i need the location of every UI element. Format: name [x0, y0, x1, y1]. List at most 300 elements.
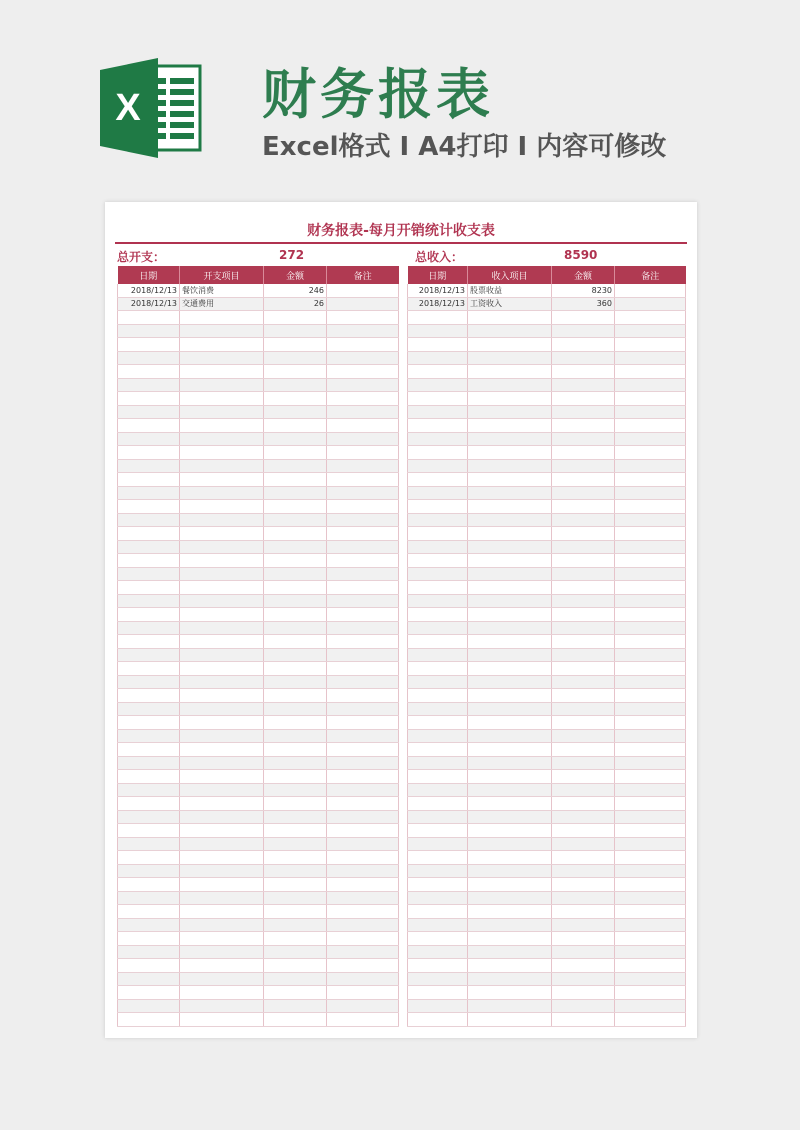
cell-date[interactable]	[118, 581, 180, 595]
cell-item[interactable]	[180, 419, 264, 433]
cell-date[interactable]	[408, 594, 468, 608]
cell-note[interactable]	[327, 338, 399, 352]
cell-item[interactable]	[180, 999, 264, 1013]
cell-date[interactable]	[118, 567, 180, 581]
cell-item[interactable]	[468, 810, 552, 824]
cell-item[interactable]	[180, 378, 264, 392]
cell-note[interactable]	[327, 918, 399, 932]
cell-item[interactable]	[468, 729, 552, 743]
cell-note[interactable]	[327, 446, 399, 460]
cell-date[interactable]	[118, 621, 180, 635]
cell-amount[interactable]	[264, 743, 327, 757]
cell-amount[interactable]	[552, 324, 615, 338]
cell-amount[interactable]	[264, 419, 327, 433]
cell-amount[interactable]	[552, 662, 615, 676]
cell-item[interactable]	[468, 797, 552, 811]
cell-date[interactable]	[118, 675, 180, 689]
cell-date[interactable]	[118, 999, 180, 1013]
cell-item[interactable]	[180, 675, 264, 689]
cell-date[interactable]	[118, 608, 180, 622]
cell-amount[interactable]	[264, 689, 327, 703]
cell-item[interactable]	[468, 878, 552, 892]
cell-date[interactable]	[118, 513, 180, 527]
cell-amount[interactable]	[552, 311, 615, 325]
cell-item[interactable]	[468, 486, 552, 500]
cell-amount[interactable]	[552, 432, 615, 446]
cell-date[interactable]	[118, 932, 180, 946]
cell-date[interactable]	[118, 432, 180, 446]
cell-amount[interactable]	[552, 999, 615, 1013]
cell-date[interactable]	[408, 945, 468, 959]
cell-amount[interactable]	[552, 729, 615, 743]
cell-date[interactable]	[118, 419, 180, 433]
cell-item[interactable]	[180, 351, 264, 365]
cell-date[interactable]	[118, 702, 180, 716]
cell-item[interactable]	[180, 432, 264, 446]
cell-date[interactable]	[408, 581, 468, 595]
cell-date[interactable]	[408, 527, 468, 541]
cell-item[interactable]	[180, 716, 264, 730]
cell-item[interactable]	[468, 770, 552, 784]
cell-amount[interactable]	[264, 837, 327, 851]
cell-item[interactable]	[468, 324, 552, 338]
cell-amount[interactable]	[552, 567, 615, 581]
cell-item[interactable]	[180, 797, 264, 811]
cell-amount[interactable]	[264, 392, 327, 406]
cell-amount[interactable]	[552, 554, 615, 568]
cell-note[interactable]	[615, 500, 686, 514]
cell-item[interactable]	[468, 594, 552, 608]
cell-amount[interactable]	[264, 662, 327, 676]
cell-amount[interactable]	[264, 810, 327, 824]
cell-date[interactable]	[408, 513, 468, 527]
cell-note[interactable]	[327, 324, 399, 338]
cell-date[interactable]	[118, 324, 180, 338]
cell-amount[interactable]	[552, 864, 615, 878]
cell-amount[interactable]	[552, 932, 615, 946]
cell-date[interactable]	[118, 662, 180, 676]
cell-date[interactable]	[408, 702, 468, 716]
cell-amount[interactable]	[552, 945, 615, 959]
cell-note[interactable]	[615, 405, 686, 419]
cell-item[interactable]	[180, 702, 264, 716]
cell-item[interactable]	[468, 527, 552, 541]
cell-note[interactable]	[327, 581, 399, 595]
cell-amount[interactable]	[264, 513, 327, 527]
cell-amount[interactable]	[552, 837, 615, 851]
cell-note[interactable]	[615, 473, 686, 487]
cell-item[interactable]	[180, 972, 264, 986]
cell-item[interactable]	[468, 689, 552, 703]
cell-item[interactable]	[180, 338, 264, 352]
cell-note[interactable]	[615, 675, 686, 689]
cell-date[interactable]	[408, 459, 468, 473]
cell-note[interactable]	[615, 311, 686, 325]
cell-item[interactable]: 餐饮消费	[180, 284, 264, 297]
cell-item[interactable]	[468, 972, 552, 986]
cell-note[interactable]	[615, 284, 686, 297]
cell-date[interactable]	[118, 959, 180, 973]
cell-note[interactable]	[327, 621, 399, 635]
cell-amount[interactable]	[552, 891, 615, 905]
cell-date[interactable]	[408, 689, 468, 703]
cell-note[interactable]	[615, 837, 686, 851]
cell-item[interactable]	[180, 918, 264, 932]
cell-date[interactable]	[408, 851, 468, 865]
cell-date[interactable]	[118, 878, 180, 892]
cell-item[interactable]	[180, 567, 264, 581]
cell-date[interactable]	[408, 959, 468, 973]
cell-note[interactable]	[615, 378, 686, 392]
cell-item[interactable]	[468, 675, 552, 689]
cell-note[interactable]	[327, 419, 399, 433]
cell-note[interactable]	[327, 837, 399, 851]
cell-note[interactable]	[327, 945, 399, 959]
cell-note[interactable]	[615, 797, 686, 811]
cell-date[interactable]	[408, 918, 468, 932]
cell-date[interactable]	[408, 878, 468, 892]
cell-amount[interactable]	[264, 905, 327, 919]
cell-date[interactable]	[118, 837, 180, 851]
cell-amount[interactable]	[264, 324, 327, 338]
cell-amount[interactable]	[264, 635, 327, 649]
cell-note[interactable]	[615, 486, 686, 500]
cell-amount[interactable]	[552, 675, 615, 689]
cell-note[interactable]	[615, 756, 686, 770]
cell-date[interactable]	[408, 608, 468, 622]
cell-note[interactable]	[615, 540, 686, 554]
cell-note[interactable]	[615, 986, 686, 1000]
cell-item[interactable]	[180, 945, 264, 959]
cell-note[interactable]	[615, 621, 686, 635]
cell-date[interactable]	[118, 729, 180, 743]
cell-note[interactable]	[615, 689, 686, 703]
cell-item[interactable]	[468, 378, 552, 392]
cell-amount[interactable]	[264, 797, 327, 811]
cell-amount[interactable]	[552, 540, 615, 554]
cell-item[interactable]	[468, 338, 552, 352]
cell-amount[interactable]	[264, 432, 327, 446]
cell-amount[interactable]	[264, 405, 327, 419]
cell-item[interactable]	[468, 554, 552, 568]
cell-date[interactable]	[408, 324, 468, 338]
cell-item[interactable]	[180, 608, 264, 622]
cell-date[interactable]	[408, 770, 468, 784]
cell-note[interactable]	[615, 446, 686, 460]
cell-date[interactable]	[408, 824, 468, 838]
cell-item[interactable]	[468, 311, 552, 325]
cell-date[interactable]	[118, 918, 180, 932]
cell-item[interactable]	[180, 392, 264, 406]
cell-item[interactable]	[468, 446, 552, 460]
cell-date[interactable]	[408, 392, 468, 406]
cell-note[interactable]	[615, 702, 686, 716]
cell-item[interactable]	[180, 891, 264, 905]
cell-note[interactable]	[327, 473, 399, 487]
cell-note[interactable]	[615, 918, 686, 932]
cell-date[interactable]	[408, 365, 468, 379]
cell-item[interactable]	[468, 351, 552, 365]
cell-amount[interactable]	[264, 594, 327, 608]
cell-note[interactable]	[615, 459, 686, 473]
cell-item[interactable]	[180, 1013, 264, 1027]
cell-amount[interactable]	[264, 311, 327, 325]
cell-note[interactable]	[615, 662, 686, 676]
cell-note[interactable]	[615, 905, 686, 919]
cell-date[interactable]	[408, 621, 468, 635]
cell-amount[interactable]	[264, 378, 327, 392]
cell-amount[interactable]	[264, 648, 327, 662]
cell-item[interactable]	[180, 837, 264, 851]
cell-note[interactable]	[615, 567, 686, 581]
cell-amount[interactable]	[552, 918, 615, 932]
cell-item[interactable]	[468, 405, 552, 419]
cell-note[interactable]	[327, 783, 399, 797]
cell-date[interactable]	[118, 635, 180, 649]
cell-amount[interactable]	[264, 446, 327, 460]
cell-amount[interactable]	[264, 770, 327, 784]
cell-item[interactable]	[468, 783, 552, 797]
cell-date[interactable]	[118, 689, 180, 703]
cell-amount[interactable]	[264, 608, 327, 622]
cell-amount[interactable]	[264, 338, 327, 352]
cell-item[interactable]	[180, 729, 264, 743]
cell-date[interactable]	[408, 729, 468, 743]
cell-note[interactable]	[327, 527, 399, 541]
cell-amount[interactable]	[264, 500, 327, 514]
cell-amount[interactable]	[264, 756, 327, 770]
cell-note[interactable]	[615, 783, 686, 797]
cell-item[interactable]: 股票收益	[468, 284, 552, 297]
cell-note[interactable]	[327, 729, 399, 743]
cell-note[interactable]	[615, 608, 686, 622]
cell-date[interactable]	[408, 716, 468, 730]
cell-note[interactable]	[327, 756, 399, 770]
cell-item[interactable]	[180, 446, 264, 460]
cell-note[interactable]	[327, 540, 399, 554]
cell-date[interactable]	[118, 486, 180, 500]
cell-item[interactable]	[180, 689, 264, 703]
cell-date[interactable]	[408, 554, 468, 568]
cell-amount[interactable]	[552, 716, 615, 730]
cell-date[interactable]	[118, 945, 180, 959]
cell-item[interactable]	[468, 662, 552, 676]
cell-amount[interactable]	[552, 338, 615, 352]
cell-item[interactable]	[468, 932, 552, 946]
cell-item[interactable]	[468, 824, 552, 838]
cell-item[interactable]	[180, 540, 264, 554]
cell-date[interactable]	[118, 392, 180, 406]
cell-date[interactable]	[408, 635, 468, 649]
cell-amount[interactable]	[552, 959, 615, 973]
cell-note[interactable]	[327, 716, 399, 730]
cell-note[interactable]	[327, 284, 399, 297]
cell-note[interactable]	[327, 689, 399, 703]
cell-date[interactable]	[118, 905, 180, 919]
cell-amount[interactable]	[264, 959, 327, 973]
cell-date[interactable]	[118, 810, 180, 824]
cell-note[interactable]	[327, 635, 399, 649]
cell-note[interactable]	[615, 324, 686, 338]
cell-date[interactable]	[118, 446, 180, 460]
cell-date[interactable]	[408, 1013, 468, 1027]
cell-item[interactable]	[468, 432, 552, 446]
cell-note[interactable]	[615, 716, 686, 730]
cell-amount[interactable]	[264, 554, 327, 568]
cell-item[interactable]	[180, 662, 264, 676]
cell-amount[interactable]	[264, 783, 327, 797]
cell-amount[interactable]	[552, 392, 615, 406]
cell-item[interactable]	[180, 581, 264, 595]
cell-amount[interactable]	[264, 986, 327, 1000]
cell-item[interactable]	[180, 459, 264, 473]
cell-note[interactable]	[327, 1013, 399, 1027]
cell-item[interactable]	[180, 324, 264, 338]
cell-note[interactable]	[615, 513, 686, 527]
cell-date[interactable]	[408, 891, 468, 905]
cell-note[interactable]	[615, 959, 686, 973]
cell-note[interactable]	[327, 648, 399, 662]
cell-item[interactable]	[468, 918, 552, 932]
cell-date[interactable]	[118, 338, 180, 352]
cell-amount[interactable]	[552, 581, 615, 595]
cell-date[interactable]	[118, 716, 180, 730]
cell-amount[interactable]	[552, 486, 615, 500]
cell-date[interactable]	[408, 419, 468, 433]
cell-amount[interactable]	[264, 932, 327, 946]
cell-note[interactable]	[327, 405, 399, 419]
cell-amount[interactable]	[264, 675, 327, 689]
cell-amount[interactable]	[552, 459, 615, 473]
cell-item[interactable]	[180, 770, 264, 784]
cell-note[interactable]	[327, 743, 399, 757]
cell-item[interactable]	[180, 783, 264, 797]
cell-item[interactable]	[180, 824, 264, 838]
cell-amount[interactable]	[264, 621, 327, 635]
cell-note[interactable]	[615, 770, 686, 784]
cell-note[interactable]	[327, 797, 399, 811]
cell-amount[interactable]: 360	[552, 297, 615, 311]
cell-note[interactable]	[327, 392, 399, 406]
cell-amount[interactable]	[552, 594, 615, 608]
cell-date[interactable]	[408, 486, 468, 500]
cell-note[interactable]	[327, 810, 399, 824]
cell-date[interactable]	[408, 675, 468, 689]
cell-note[interactable]	[327, 567, 399, 581]
cell-note[interactable]	[615, 743, 686, 757]
cell-amount[interactable]	[264, 999, 327, 1013]
cell-note[interactable]	[327, 932, 399, 946]
cell-amount[interactable]	[264, 864, 327, 878]
cell-amount[interactable]	[552, 986, 615, 1000]
cell-note[interactable]	[615, 878, 686, 892]
cell-date[interactable]	[408, 932, 468, 946]
cell-amount[interactable]	[264, 540, 327, 554]
cell-date[interactable]	[118, 378, 180, 392]
cell-note[interactable]	[327, 864, 399, 878]
cell-item[interactable]	[180, 959, 264, 973]
cell-amount[interactable]	[264, 365, 327, 379]
cell-date[interactable]	[408, 311, 468, 325]
cell-note[interactable]	[327, 500, 399, 514]
cell-date[interactable]	[408, 986, 468, 1000]
cell-amount[interactable]	[552, 689, 615, 703]
cell-item[interactable]	[468, 756, 552, 770]
cell-note[interactable]	[327, 891, 399, 905]
cell-item[interactable]	[468, 891, 552, 905]
cell-amount[interactable]	[264, 473, 327, 487]
cell-note[interactable]	[615, 945, 686, 959]
cell-note[interactable]	[327, 594, 399, 608]
cell-note[interactable]	[327, 999, 399, 1013]
cell-item[interactable]	[468, 392, 552, 406]
cell-amount[interactable]	[264, 945, 327, 959]
cell-note[interactable]	[615, 648, 686, 662]
cell-amount[interactable]	[264, 486, 327, 500]
cell-date[interactable]	[408, 540, 468, 554]
cell-amount[interactable]	[264, 716, 327, 730]
cell-amount[interactable]	[264, 459, 327, 473]
cell-amount[interactable]: 8230	[552, 284, 615, 297]
cell-amount[interactable]	[552, 797, 615, 811]
cell-note[interactable]	[327, 378, 399, 392]
cell-item[interactable]	[180, 932, 264, 946]
cell-item[interactable]	[468, 648, 552, 662]
cell-amount[interactable]	[552, 702, 615, 716]
cell-item[interactable]	[180, 621, 264, 635]
cell-item[interactable]	[180, 905, 264, 919]
cell-amount[interactable]	[552, 770, 615, 784]
cell-note[interactable]	[615, 338, 686, 352]
cell-note[interactable]	[327, 972, 399, 986]
cell-amount[interactable]: 246	[264, 284, 327, 297]
cell-note[interactable]	[615, 392, 686, 406]
cell-item[interactable]	[468, 540, 552, 554]
cell-item[interactable]	[468, 864, 552, 878]
cell-date[interactable]	[408, 648, 468, 662]
cell-amount[interactable]	[552, 851, 615, 865]
cell-note[interactable]	[327, 986, 399, 1000]
cell-note[interactable]	[327, 513, 399, 527]
cell-date[interactable]	[118, 756, 180, 770]
cell-date[interactable]	[408, 662, 468, 676]
cell-item[interactable]	[468, 1013, 552, 1027]
cell-item[interactable]	[180, 851, 264, 865]
cell-date[interactable]	[118, 824, 180, 838]
cell-date[interactable]	[118, 554, 180, 568]
cell-item[interactable]: 工资收入	[468, 297, 552, 311]
cell-note[interactable]	[327, 770, 399, 784]
cell-date[interactable]	[408, 864, 468, 878]
cell-item[interactable]	[180, 473, 264, 487]
cell-amount[interactable]	[552, 905, 615, 919]
cell-item[interactable]	[180, 405, 264, 419]
cell-item[interactable]	[180, 500, 264, 514]
cell-note[interactable]	[327, 311, 399, 325]
cell-date[interactable]	[408, 810, 468, 824]
cell-item[interactable]	[180, 878, 264, 892]
cell-item[interactable]	[468, 959, 552, 973]
cell-amount[interactable]	[552, 378, 615, 392]
cell-date[interactable]	[118, 405, 180, 419]
cell-amount[interactable]	[552, 419, 615, 433]
cell-date[interactable]	[118, 351, 180, 365]
cell-note[interactable]	[327, 905, 399, 919]
cell-item[interactable]	[180, 864, 264, 878]
cell-date[interactable]: 2018/12/13	[408, 297, 468, 311]
cell-note[interactable]	[327, 365, 399, 379]
cell-item[interactable]	[468, 986, 552, 1000]
